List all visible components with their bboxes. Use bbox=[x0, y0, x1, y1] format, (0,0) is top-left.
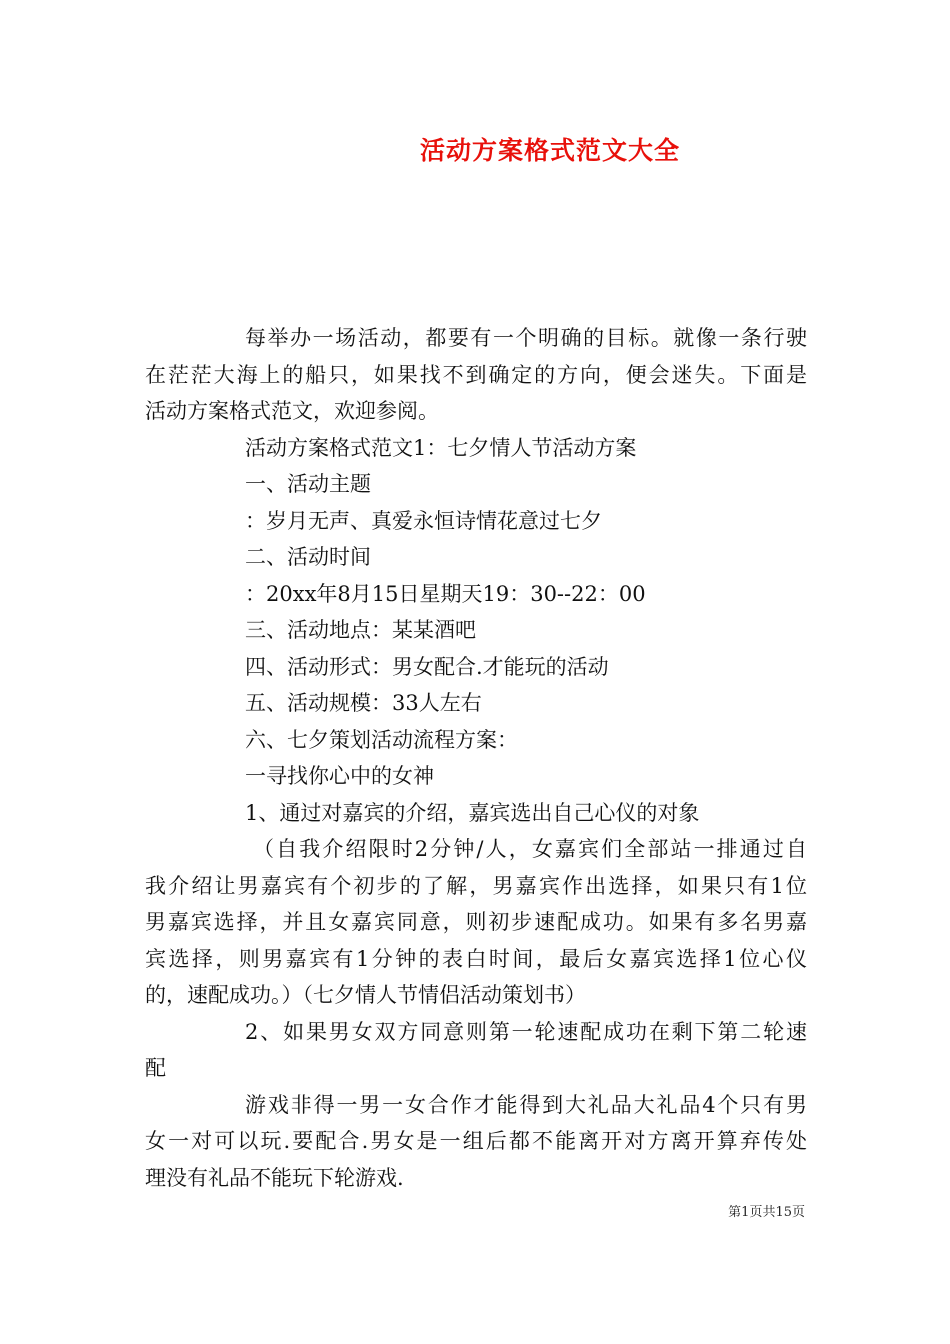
section-item: 五、活动规模：33人左右 bbox=[245, 691, 482, 715]
section-item: 1、通过对嘉宾的介绍，嘉宾选出自己心仪的对象 bbox=[245, 800, 700, 825]
document-body bbox=[145, 320, 807, 1196]
paragraph-line: 2、如果男女双方同意则第一轮速配成功在剩下第二轮速 bbox=[245, 1019, 807, 1044]
document-title: 活动方案格式范文大全 bbox=[419, 136, 680, 165]
paragraph-line: 活动方案格式范文，欢迎参阅。 bbox=[145, 399, 439, 423]
section-item: 一寻找你心中的女神 bbox=[245, 764, 434, 788]
section-item: 四、活动形式：男女配合.才能玩的活动 bbox=[245, 654, 609, 679]
paragraph-line: 的，速配成功。）（七夕情人节情侣活动策划书） bbox=[145, 983, 586, 1007]
paragraph-line: （自我介绍限时2分钟/人，女嘉宾们全部站一排通过自 bbox=[253, 837, 807, 861]
paragraph-line: 每举办一场活动，都要有一个明确的目标。就像一条行驶 bbox=[245, 326, 807, 350]
section-heading: 活动方案格式范文1：七夕情人节活动方案 bbox=[245, 435, 637, 460]
section-item: 一、活动主题 bbox=[245, 472, 371, 496]
paragraph-line: 女一对可以玩.要配合.男女是一组后都不能离开对方离开算弃传处 bbox=[145, 1129, 807, 1153]
paragraph-line: 我介绍让男嘉宾有个初步的了解，男嘉宾作出选择，如果只有1位 bbox=[145, 873, 807, 898]
paragraph-line: 在茫茫大海上的船只，如果找不到确定的方向，便会迷失。下面是 bbox=[145, 362, 807, 387]
section-item: ：20xx年8月15日星期天19：30--22：00 bbox=[245, 581, 646, 606]
section-item: ：岁月无声、真爱永恒诗情花意过七夕 bbox=[245, 508, 602, 533]
paragraph-line: 配 bbox=[145, 1056, 166, 1080]
paragraph-line: 男嘉宾选择，并且女嘉宾同意，则初步速配成功。如果有多名男嘉 bbox=[145, 910, 807, 934]
section-item: 二、活动时间 bbox=[245, 545, 371, 569]
paragraph-line: 游戏非得一男一女合作才能得到大礼品大礼品4个只有男 bbox=[245, 1092, 807, 1117]
paragraph-line: 宾选择，则男嘉宾有1分钟的表白时间，最后女嘉宾选择1位心仪 bbox=[145, 946, 807, 971]
page-number: 第1页共15页 bbox=[728, 1205, 805, 1220]
section-item: 六、七夕策划活动流程方案： bbox=[245, 727, 518, 752]
section-item: 三、活动地点：某某酒吧 bbox=[245, 618, 476, 642]
paragraph-line: 理没有礼品不能玩下轮游戏. bbox=[145, 1165, 404, 1190]
